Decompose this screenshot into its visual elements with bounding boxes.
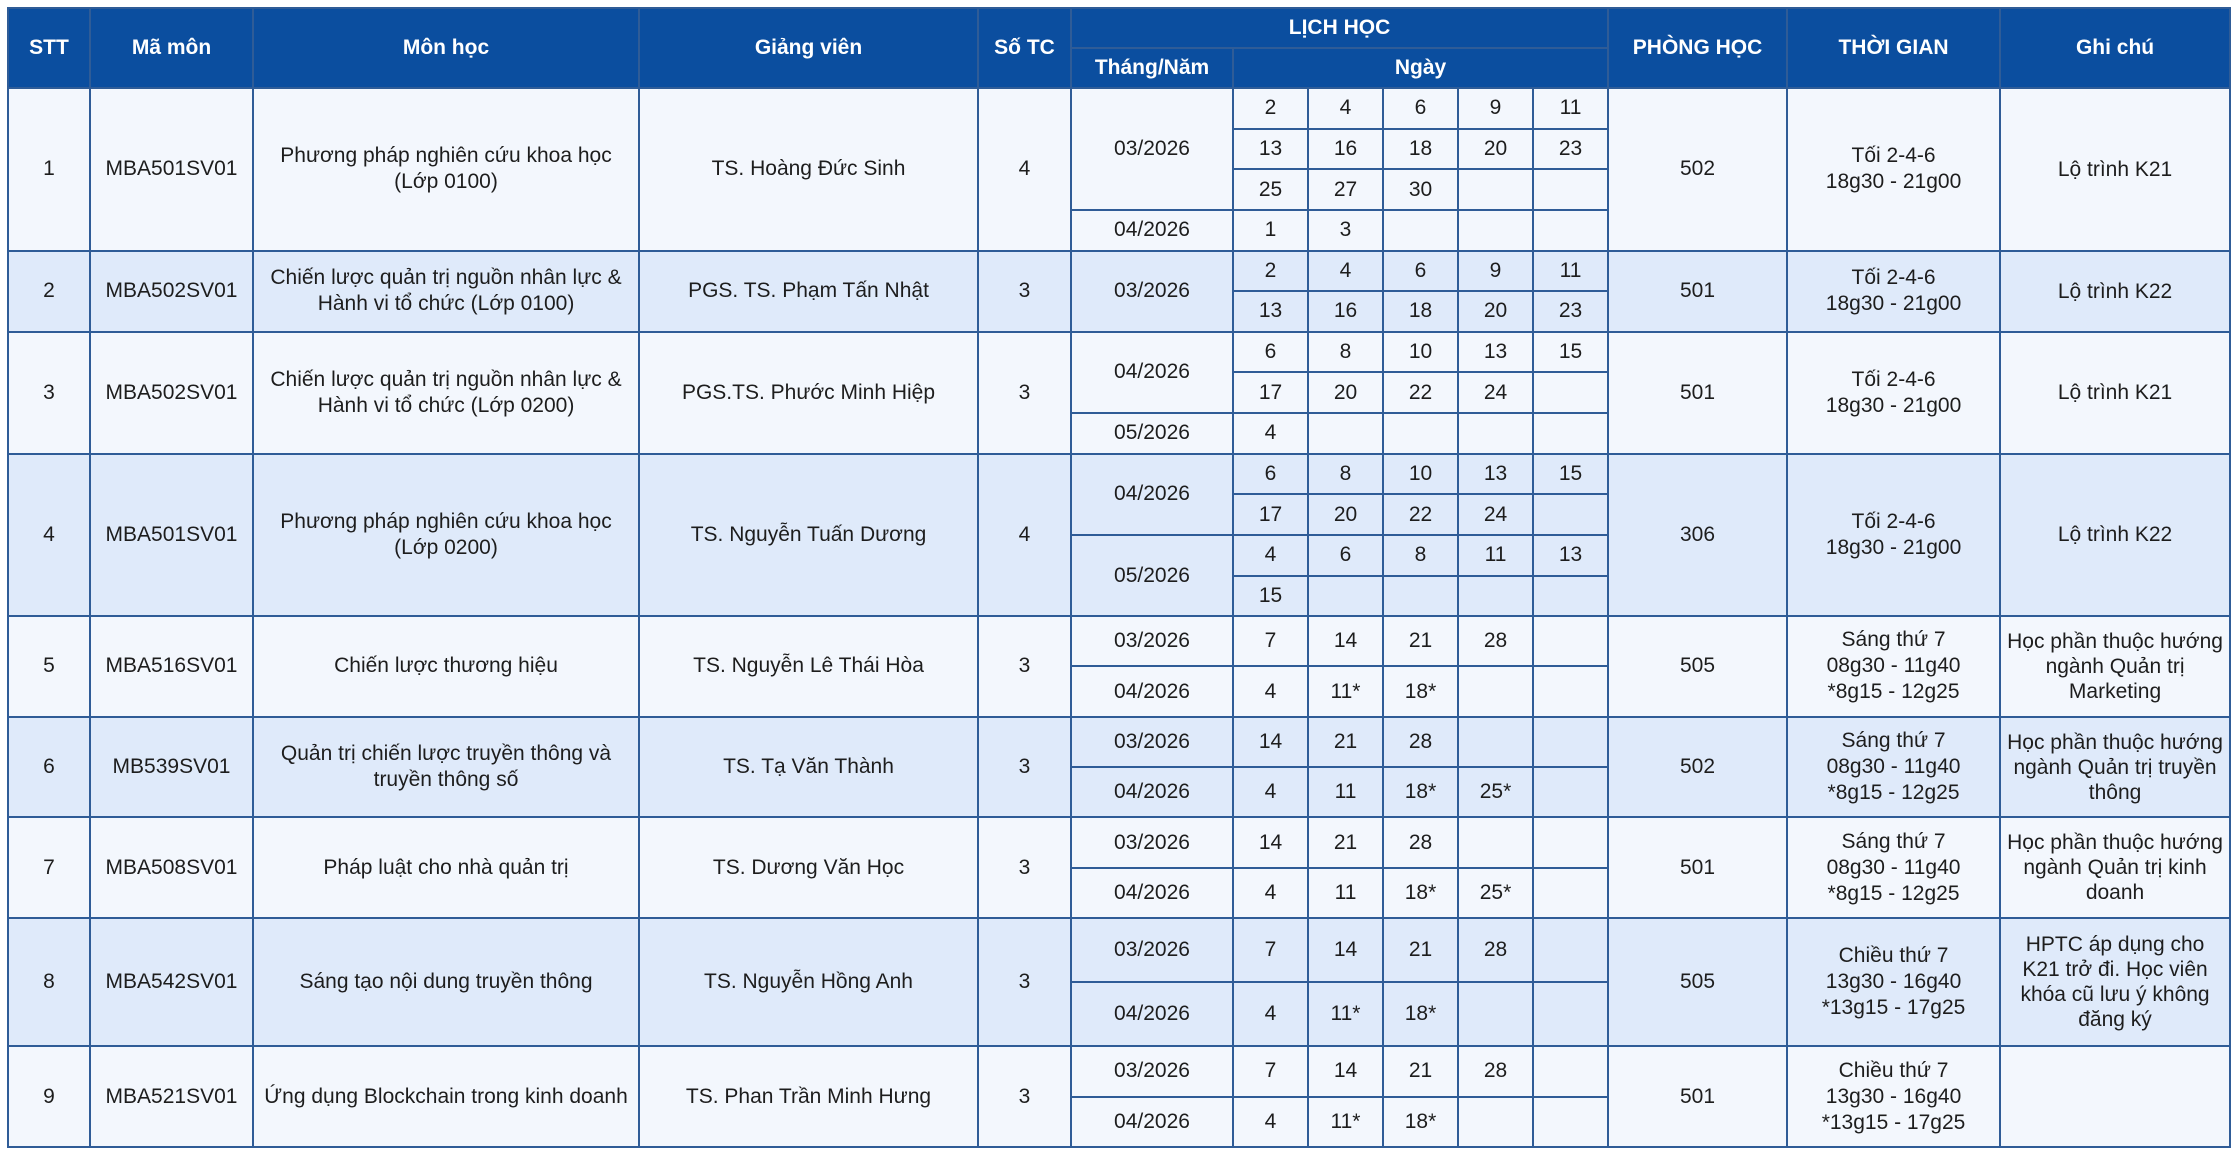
schedule-day [1458,817,1533,867]
course-stt: 9 [8,1046,90,1147]
schedule-day: 4 [1308,88,1383,129]
course-lecturer: PGS.TS. Phước Minh Hiệp [639,332,978,454]
schedule-body [8,88,2230,1147]
course-lecturer: TS. Nguyễn Hồng Anh [639,918,978,1046]
text-line: Chiều thứ 7 [1838,944,1949,968]
course-credits: 3 [978,332,1071,454]
schedule-day: 10 [1383,454,1458,495]
text-line: Phương pháp nghiên cứu khoa học [280,144,612,168]
text-line: Chiều thứ 7 [1838,1058,1949,1082]
schedule-day: 4 [1233,767,1308,817]
table-row [8,918,2230,982]
course-lecturer: TS. Phan Trần Minh Hưng [639,1046,978,1147]
course-room: 501 [1608,332,1787,454]
table-row [8,251,2230,292]
text-line: Ứng dụng Blockchain trong kinh doanh [264,1084,628,1108]
text-line: khóa cũ lưu ý không [2020,983,2210,1007]
table-row [8,616,2230,666]
schedule-day: 30 [1383,169,1458,210]
schedule-day [1533,868,1608,918]
schedule-day: 18 [1383,291,1458,332]
course-code: MBA501SV01 [90,454,253,617]
course-time [1787,918,2000,1046]
text-line: *13g15 - 17g25 [1821,1110,1966,1134]
text-line: Lộ trình K21 [2057,157,2173,181]
text-line: doanh [2085,881,2145,905]
schedule-day: 24 [1458,372,1533,413]
schedule-day: 18* [1383,1097,1458,1147]
text-line: 08g30 - 11g40 [1826,654,1961,678]
schedule-day: 14 [1308,1046,1383,1096]
course-code: MBA502SV01 [90,332,253,454]
schedule-day [1533,817,1608,867]
schedule-day: 11* [1308,666,1383,716]
schedule-day [1383,413,1458,454]
schedule-day: 9 [1458,251,1533,292]
course-room: 505 [1608,616,1787,717]
text-line: Chiến lược quản trị nguồn nhân lực & [270,367,622,391]
text-line: Pháp luật cho nhà quản trị [323,855,569,879]
course-name [253,717,639,818]
schedule-day: 3 [1308,210,1383,251]
course-stt: 2 [8,251,90,332]
text-line: 08g30 - 11g40 [1826,855,1961,879]
schedule-day: 21 [1383,1046,1458,1096]
course-credits: 3 [978,717,1071,818]
schedule-day: 22 [1383,372,1458,413]
header-note: Ghi chú [2000,8,2230,88]
schedule-day: 18* [1383,767,1458,817]
course-note [2000,817,2230,918]
schedule-day: 11 [1308,767,1383,817]
table-row [8,817,2230,867]
schedule-day [1533,169,1608,210]
course-name [253,251,639,332]
course-room: 501 [1608,817,1787,918]
text-line: 18g30 - 21g00 [1825,170,1962,194]
schedule-day: 4 [1308,251,1383,292]
schedule-day: 18 [1383,129,1458,170]
schedule-month: 04/2026 [1071,982,1233,1046]
schedule-month: 04/2026 [1071,210,1233,251]
schedule-month: 03/2026 [1071,616,1233,666]
schedule-day: 4 [1233,666,1308,716]
schedule-day: 21 [1383,918,1458,982]
schedule-month: 04/2026 [1071,868,1233,918]
schedule-month: 03/2026 [1071,817,1233,867]
course-room: 501 [1608,251,1787,332]
schedule-table-container [7,7,2229,1148]
text-line: *8g15 - 12g25 [1827,680,1960,704]
schedule-day: 2 [1233,251,1308,292]
schedule-day: 15 [1233,576,1308,617]
schedule-day: 4 [1233,982,1308,1046]
schedule-day: 4 [1233,413,1308,454]
course-note [2000,616,2230,717]
schedule-day: 28 [1458,918,1533,982]
schedule-day: 13 [1533,535,1608,576]
header-days: Ngày [1233,48,1608,88]
course-code: MB539SV01 [90,717,253,818]
schedule-day: 14 [1308,616,1383,666]
text-line: Marketing [2068,679,2162,703]
schedule-day: 27 [1308,169,1383,210]
header-lecturer: Giảng viên [639,8,978,88]
schedule-month: 03/2026 [1071,918,1233,982]
schedule-day: 13 [1458,454,1533,495]
course-name [253,616,639,717]
header-time: THỜI GIAN [1787,8,2000,88]
schedule-day [1533,413,1608,454]
schedule-day: 24 [1458,494,1533,535]
schedule-day [1308,576,1383,617]
course-stt: 3 [8,332,90,454]
course-name [253,1046,639,1147]
schedule-day: 4 [1233,1097,1308,1147]
course-room: 502 [1608,717,1787,818]
course-credits: 3 [978,918,1071,1046]
schedule-day: 14 [1308,918,1383,982]
course-time [1787,251,2000,332]
schedule-day [1533,767,1608,817]
schedule-day: 6 [1233,332,1308,373]
schedule-day: 8 [1383,535,1458,576]
course-lecturer: TS. Tạ Văn Thành [639,717,978,818]
schedule-day: 25* [1458,868,1533,918]
schedule-day: 6 [1308,535,1383,576]
course-lecturer: TS. Nguyễn Lê Thái Hòa [639,616,978,717]
course-lecturer: TS. Dương Văn Học [639,817,978,918]
course-credits: 4 [978,88,1071,251]
text-line: truyền thông số [373,768,519,792]
schedule-day: 15 [1533,332,1608,373]
schedule-day [1383,576,1458,617]
text-line: đăng ký [2078,1008,2152,1032]
schedule-day: 6 [1233,454,1308,495]
schedule-day: 28 [1458,616,1533,666]
schedule-day: 4 [1233,535,1308,576]
schedule-day: 21 [1308,817,1383,867]
course-stt: 1 [8,88,90,251]
course-room: 505 [1608,918,1787,1046]
schedule-day [1533,1097,1608,1147]
header-stt: STT [8,8,90,88]
schedule-day [1533,372,1608,413]
text-line: Hành vi tổ chức (Lớp 0200) [317,393,575,417]
schedule-day [1458,982,1533,1046]
text-line: Sáng tạo nội dung truyền thông [299,970,593,994]
schedule-day: 20 [1308,494,1383,535]
text-line: Sáng thứ 7 [1841,729,1946,753]
schedule-day: 20 [1458,129,1533,170]
table-row [8,454,2230,495]
course-lecturer: TS. Nguyễn Tuấn Dương [639,454,978,617]
course-lecturer: PGS. TS. Phạm Tấn Nhật [639,251,978,332]
schedule-day: 6 [1383,88,1458,129]
schedule-day [1458,1097,1533,1147]
course-time [1787,454,2000,617]
schedule-day: 6 [1383,251,1458,292]
schedule-day: 20 [1308,372,1383,413]
course-code: MBA516SV01 [90,616,253,717]
schedule-month: 03/2026 [1071,717,1233,767]
course-name [253,817,639,918]
text-line: *13g15 - 17g25 [1821,996,1966,1020]
text-line: (Lớp 0200) [394,535,498,559]
course-note [2000,332,2230,454]
text-line: K21 trở đi. Học viên [2022,958,2208,982]
schedule-month: 05/2026 [1071,413,1233,454]
table-row [8,1046,2230,1096]
schedule-day: 2 [1233,88,1308,129]
schedule-day: 7 [1233,918,1308,982]
schedule-day: 9 [1458,88,1533,129]
course-credits: 3 [978,817,1071,918]
schedule-month: 04/2026 [1071,1097,1233,1147]
table-row [8,332,2230,373]
schedule-month: 03/2026 [1071,88,1233,210]
header-course-code: Mã môn [90,8,253,88]
schedule-day: 1 [1233,210,1308,251]
course-stt: 5 [8,616,90,717]
schedule-day: 21 [1308,717,1383,767]
schedule-day: 11 [1533,88,1608,129]
course-time [1787,1046,2000,1147]
schedule-day: 8 [1308,454,1383,495]
schedule-table [7,7,2231,1148]
schedule-day: 16 [1308,129,1383,170]
header-room: PHÒNG HỌC [1608,8,1787,88]
schedule-day: 22 [1383,494,1458,535]
table-row [8,717,2230,767]
schedule-day [1533,494,1608,535]
header-month: Tháng/Năm [1071,48,1233,88]
text-line: ngành Quản trị truyền [2013,755,2217,779]
schedule-day: 20 [1458,291,1533,332]
text-line: (Lớp 0100) [394,170,498,194]
course-time [1787,332,2000,454]
schedule-day: 13 [1233,129,1308,170]
text-line: Sáng thứ 7 [1841,628,1946,652]
text-line: 18g30 - 21g00 [1825,393,1962,417]
course-note [2000,918,2230,1046]
schedule-day: 15 [1533,454,1608,495]
course-name [253,88,639,251]
text-line: Lộ trình K22 [2057,279,2173,303]
schedule-day [1533,576,1608,617]
schedule-month: 04/2026 [1071,332,1233,413]
schedule-day [1458,413,1533,454]
schedule-day: 11* [1308,982,1383,1046]
text-line: Học phần thuộc hướng [2007,730,2223,754]
schedule-day: 17 [1233,494,1308,535]
schedule-day [1458,717,1533,767]
text-line: 18g30 - 21g00 [1825,535,1962,559]
header-schedule: LỊCH HỌC [1071,8,1608,48]
course-code: MBA542SV01 [90,918,253,1046]
course-room: 502 [1608,88,1787,251]
text-line: ngành Quản trị kinh [2023,856,2207,880]
course-credits: 4 [978,454,1071,617]
course-time [1787,817,2000,918]
schedule-day: 7 [1233,616,1308,666]
schedule-day: 14 [1233,717,1308,767]
course-note [2000,251,2230,332]
table-row [8,88,2230,129]
schedule-day [1383,210,1458,251]
schedule-day: 28 [1458,1046,1533,1096]
course-time [1787,616,2000,717]
schedule-day: 11* [1308,1097,1383,1147]
schedule-month: 04/2026 [1071,767,1233,817]
schedule-day [1458,210,1533,251]
schedule-day: 11 [1458,535,1533,576]
schedule-day: 21 [1383,616,1458,666]
schedule-day: 28 [1383,717,1458,767]
text-line: ngành Quản trị [2045,654,2185,678]
course-note [2000,1046,2230,1147]
course-code: MBA501SV01 [90,88,253,251]
schedule-day: 25 [1233,169,1308,210]
schedule-day: 23 [1533,291,1608,332]
schedule-day: 18* [1383,982,1458,1046]
schedule-day [1458,169,1533,210]
text-line: *8g15 - 12g25 [1827,881,1960,905]
schedule-month: 04/2026 [1071,666,1233,716]
schedule-day: 11 [1308,868,1383,918]
schedule-day [1533,666,1608,716]
text-line: Học phần thuộc hướng [2007,831,2223,855]
course-note [2000,88,2230,251]
course-name [253,454,639,617]
text-line: Quản trị chiến lược truyền thông và [280,742,612,766]
text-line: Sáng thứ 7 [1841,829,1946,853]
schedule-day: 17 [1233,372,1308,413]
schedule-day: 7 [1233,1046,1308,1096]
schedule-day: 11 [1533,251,1608,292]
course-time [1787,717,2000,818]
course-name [253,918,639,1046]
header-course-name: Môn học [253,8,639,88]
course-stt: 7 [8,817,90,918]
text-line: Lộ trình K22 [2057,523,2173,547]
schedule-day: 10 [1383,332,1458,373]
course-credits: 3 [978,251,1071,332]
course-code: MBA521SV01 [90,1046,253,1147]
schedule-day: 23 [1533,129,1608,170]
course-stt: 6 [8,717,90,818]
schedule-month: 03/2026 [1071,251,1233,332]
course-lecturer: TS. Hoàng Đức Sinh [639,88,978,251]
schedule-day: 13 [1233,291,1308,332]
schedule-day [1458,576,1533,617]
schedule-day: 13 [1458,332,1533,373]
text-line: Tối 2-4-6 [1851,509,1936,533]
schedule-month: 04/2026 [1071,454,1233,535]
schedule-day: 25* [1458,767,1533,817]
schedule-month: 03/2026 [1071,1046,1233,1096]
schedule-day [1533,1046,1608,1096]
schedule-day [1533,982,1608,1046]
header-credits: Số TC [978,8,1071,88]
text-line: HPTC áp dụng cho [2025,933,2205,957]
schedule-day [1308,413,1383,454]
course-name [253,332,639,454]
course-note [2000,454,2230,617]
schedule-day [1533,717,1608,767]
course-stt: 8 [8,918,90,1046]
text-line: Chiến lược thương hiệu [334,654,558,678]
schedule-day [1533,918,1608,982]
schedule-day: 16 [1308,291,1383,332]
schedule-month: 05/2026 [1071,535,1233,616]
schedule-day [1533,616,1608,666]
text-line: 13g30 - 16g40 [1825,970,1962,994]
course-credits: 3 [978,1046,1071,1147]
course-code: MBA502SV01 [90,251,253,332]
text-line: Phương pháp nghiên cứu khoa học [280,509,612,533]
schedule-day [1533,210,1608,251]
schedule-day: 8 [1308,332,1383,373]
text-line: *8g15 - 12g25 [1827,781,1960,805]
text-line: thông [2088,780,2142,804]
course-stt: 4 [8,454,90,617]
schedule-day [1458,666,1533,716]
text-line: Hành vi tổ chức (Lớp 0100) [317,292,575,316]
schedule-day: 28 [1383,817,1458,867]
schedule-day: 4 [1233,868,1308,918]
text-line: 13g30 - 16g40 [1825,1084,1962,1108]
text-line: Chiến lược quản trị nguồn nhân lực & [270,266,622,290]
text-line: 08g30 - 11g40 [1826,755,1961,779]
course-room: 501 [1608,1046,1787,1147]
course-time [1787,88,2000,251]
text-line: Tối 2-4-6 [1851,144,1936,168]
text-line: 18g30 - 21g00 [1825,292,1962,316]
text-line: Tối 2-4-6 [1851,266,1936,290]
text-line: Lộ trình K21 [2057,381,2173,405]
course-room: 306 [1608,454,1787,617]
schedule-day: 14 [1233,817,1308,867]
schedule-day: 18* [1383,868,1458,918]
course-note [2000,717,2230,818]
text-line: Tối 2-4-6 [1851,367,1936,391]
text-line: Học phần thuộc hướng [2007,629,2223,653]
course-credits: 3 [978,616,1071,717]
schedule-day: 18* [1383,666,1458,716]
course-code: MBA508SV01 [90,817,253,918]
